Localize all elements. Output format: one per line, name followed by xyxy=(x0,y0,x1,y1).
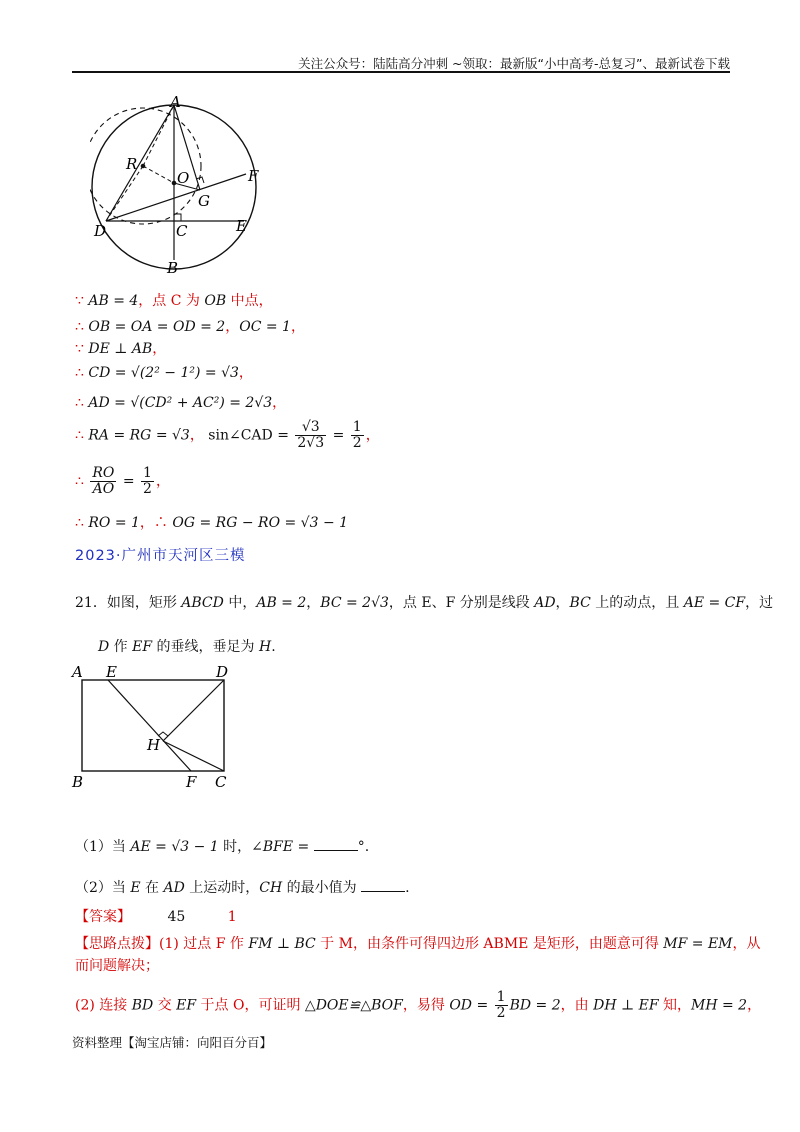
solution-line-4: ∴ CD = √(2² − 1²) = √3， xyxy=(75,365,253,381)
right-angle-C xyxy=(174,214,181,221)
page-footer: 资料整理【淘宝店铺：向阳百分百】 xyxy=(72,1035,273,1050)
solution-line-1: ∵ AB = 4，点 C 为 OB 中点， xyxy=(75,293,273,309)
label-B: B xyxy=(167,259,179,275)
label-E: E xyxy=(106,663,117,681)
dash-RD xyxy=(106,166,143,221)
solution-line-7: ∴ $\frac{RO}{AO}$ = $\frac{1}{2}$ ， xyxy=(75,465,170,497)
header-rule xyxy=(72,71,730,73)
solution-line-6: ∴ RA = RG = √3， sin∠CAD = $\frac{√3}{2√3}$ = $\frac{1}{2}$ ， xyxy=(75,419,380,451)
dash-RA xyxy=(143,105,174,166)
page-header: 关注公众号：陆陆高分冲刺 ~领取：最新版“小中高考-总复习”、最新试卷下载 xyxy=(298,56,730,71)
label-B: B xyxy=(72,773,84,791)
problem-21-line-2: D 作 EF 的垂线，垂足为 H. xyxy=(98,639,276,655)
label-F: F xyxy=(248,167,259,185)
rect-ABCD xyxy=(82,680,224,771)
label-D: D xyxy=(216,663,229,681)
line-HC xyxy=(163,741,224,771)
line-DA xyxy=(106,105,174,221)
solution-line-3: ∵ DE ⊥ AB， xyxy=(75,341,167,357)
label-A: A xyxy=(170,93,181,111)
label-O: O xyxy=(177,169,190,187)
line-DH xyxy=(163,680,224,741)
hint-line-2: 而问题解决； xyxy=(75,958,159,974)
answer-line: 【答案】 45 1 xyxy=(75,909,237,925)
hint-line-1: 【思路点拨】(1) 过点 F 作 FM ⊥ BC 于 M，由条件可得四边形 ABME 是矩形，由题意可得 MF = EM，从 xyxy=(75,936,761,952)
solution-line-2: ∴ OB = OA = OD = 2，OC = 1， xyxy=(75,319,305,335)
hint-line-3: (2) 连接 BD 交 EF 于点 O，可证明 △DOE≌△BOF，易得 OD = $\frac{1}{2}$ BD = 2，由 DH ⊥ EF 知，MH = 2， xyxy=(75,989,762,1021)
circle-figure xyxy=(90,90,280,275)
dash-RO xyxy=(143,166,174,183)
answer-blank-2 xyxy=(361,879,405,892)
label-H: H xyxy=(147,736,161,754)
label-C: C xyxy=(176,222,188,240)
label-E: E xyxy=(236,217,247,235)
point-R xyxy=(141,164,146,169)
question-2: （2）当 E 在 AD 上运动时，CH 的最小值为 . xyxy=(75,880,410,896)
solution-line-5: ∴ AD = √(CD² + AC²) = 2√3， xyxy=(75,395,287,411)
label-D: D xyxy=(94,222,107,240)
dashed-circle xyxy=(90,108,201,224)
answer-blank-1 xyxy=(314,838,358,851)
question-1: （1）当 AE = √3 − 1 时，∠BFE = °. xyxy=(75,839,370,855)
label-F: F xyxy=(186,773,197,791)
problem-21-line-1: 21．如图，矩形 ABCD 中，AB = 2，BC = 2√3，点 E、F 分别是线段 AD，BC 上的动点，且 AE = CF，过 xyxy=(75,595,774,611)
label-G: G xyxy=(198,192,210,210)
solution-line-8: ∴ RO = 1，∴ OG = RG − RO = √3 − 1 xyxy=(75,515,349,531)
point-O xyxy=(172,181,177,186)
label-R: R xyxy=(126,155,138,173)
section-title: 2023·广州市天河区三模 xyxy=(75,548,246,564)
label-A: A xyxy=(72,663,83,681)
label-C: C xyxy=(215,773,227,791)
rectangle-figure xyxy=(68,660,238,792)
